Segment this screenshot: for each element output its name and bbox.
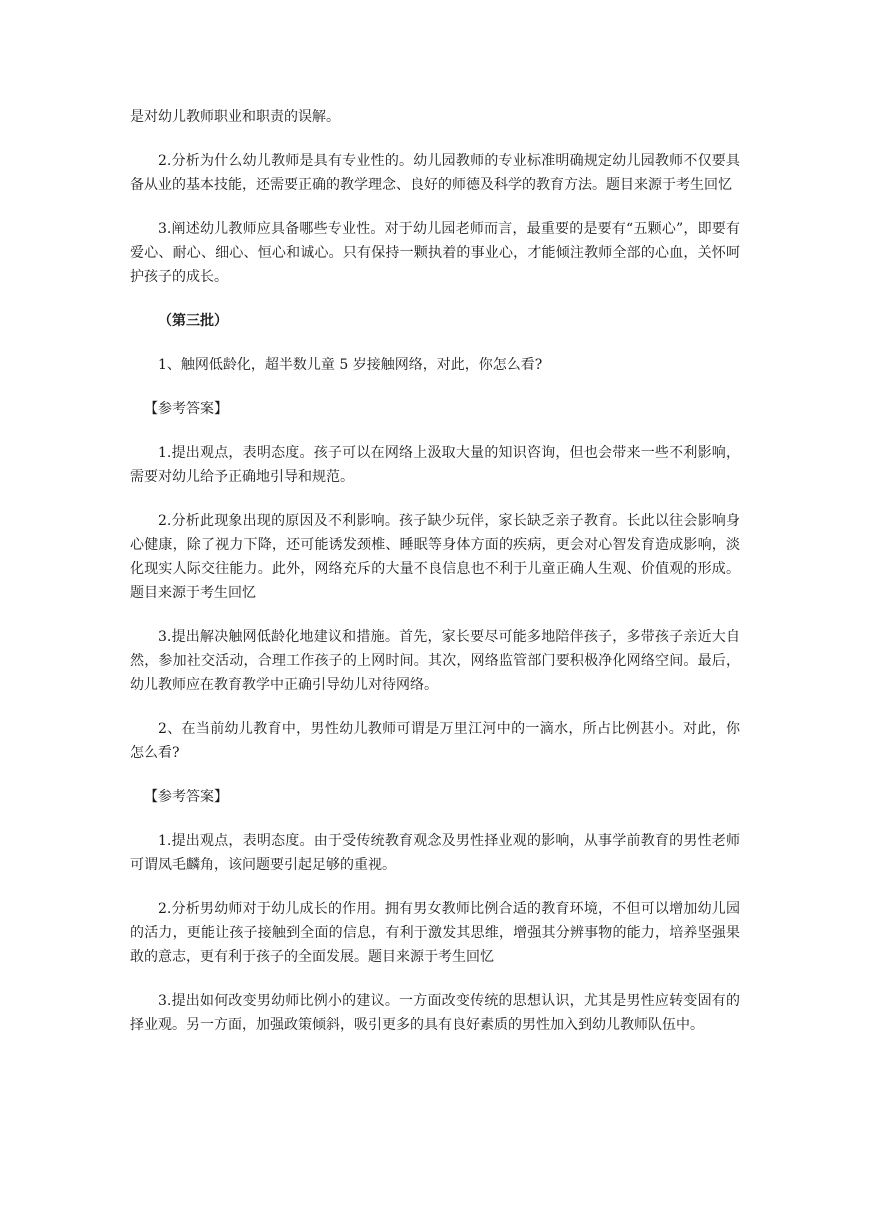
- question-1: 1、触网低龄化，超半数儿童 5 岁接触网络，对此，你怎么看?: [158, 357, 543, 373]
- section-heading-third-batch: （第三批）: [158, 313, 228, 329]
- question-2: 2、在当前幼儿教育中，男性幼儿教师可谓是万里江河中的一滴水，所占比例甚小。对此，你怎么看?: [130, 721, 740, 761]
- answer-1-point-1: 1.提出观点，表明态度。孩子可以在网络上汲取大量的知识咨询，但也会带来一些不利影响，需要对幼儿给予正确地引导和规范。: [130, 445, 740, 485]
- answer-1-point-3: 3.提出解决触网低龄化地建议和措施。首先，家长要尽可能多地陪伴孩子，多带孩子亲近大自然，参加社交活动，合理工作孩子的上网时间。其次，网络监管部门要积极净化网络空间。最后，幼儿教师应在教育教学中正确引导幼儿对待网络。: [130, 629, 740, 693]
- reference-answer-label-1: 【参考答案】: [144, 401, 228, 417]
- document-body: [130, 105, 740, 1057]
- answer-1-point-2: 2.分析此现象出现的原因及不利影响。孩子缺少玩伴，家长缺乏亲子教育。长此以往会影响身心健康，除了视力下降，还可能诱发颈椎、睡眠等身体方面的疾病，更会对心智发育造成影响，淡化现实人际交往能力。此外，网络充斥的大量不良信息也不利于儿童正确人生观、价值观的形成。题目来源于考生回忆: [130, 513, 740, 601]
- paragraph-point-3-profession: 3.阐述幼儿教师应具备哪些专业性。对于幼儿园老师而言，最重要的是要有“五颗心”，即要有爱心、耐心、细心、恒心和诚心。只有保持一颗执着的事业心，才能倾注教师全部的心血，关怀呵护孩子的成长。: [130, 221, 740, 285]
- paragraph-point-2-profession: 2.分析为什么幼儿教师是具有专业性的。幼儿园教师的专业标准明确规定幼儿园教师不仅要具备从业的基本技能，还需要正确的教学理念、良好的师德及科学的教育方法。题目来源于考生回忆: [130, 153, 740, 193]
- answer-2-point-3: 3.提出如何改变男幼师比例小的建议。一方面改变传统的思想认识，尤其是男性应转变固有的择业观。另一方面，加强政策倾斜，吸引更多的具有良好素质的男性加入到幼儿教师队伍中。: [130, 993, 740, 1033]
- reference-answer-label-2: 【参考答案】: [144, 789, 228, 805]
- answer-2-point-1: 1.提出观点，表明态度。由于受传统教育观念及男性择业观的影响，从事学前教育的男性老师可谓凤毛麟角，该问题要引起足够的重视。: [130, 833, 740, 873]
- answer-2-point-2: 2.分析男幼师对于幼儿成长的作用。拥有男女教师比例合适的教育环境，不但可以增加幼儿园的活力，更能让孩子接触到全面的信息，有利于激发其思维，增强其分辨事物的能力，培养坚强果敢的意志，更有利于孩子的全面发展。题目来源于考生回忆: [130, 901, 740, 965]
- paragraph-continuation: 是对幼儿教师职业和职责的误解。: [130, 109, 340, 125]
